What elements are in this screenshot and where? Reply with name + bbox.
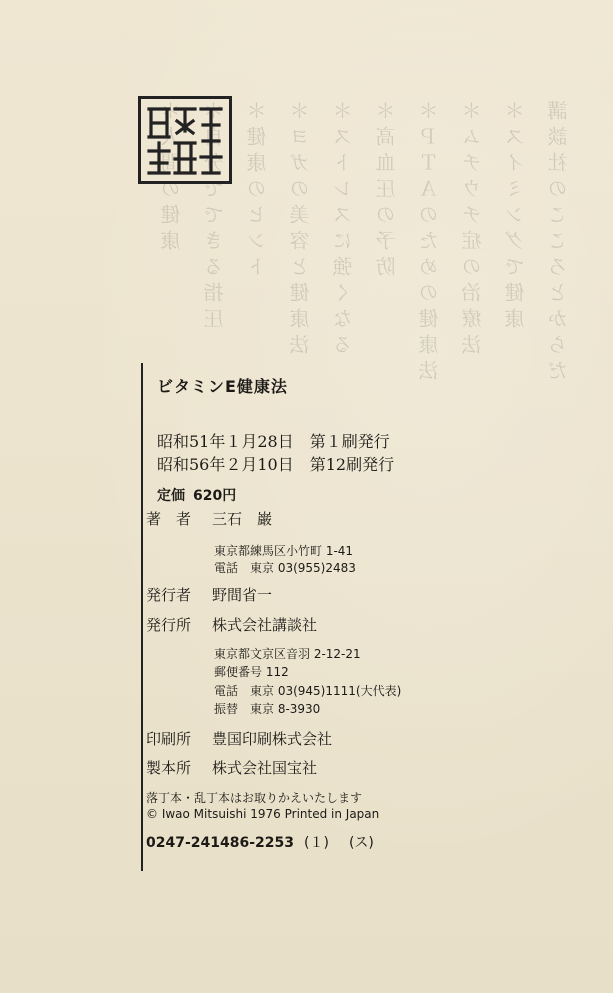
binder-label: 製本所 bbox=[146, 759, 192, 777]
publisher-transfer-label: 振替 bbox=[214, 702, 239, 716]
publisher-person-name: 野間省一 bbox=[212, 586, 273, 604]
publisher-postal: 郵便番号 112 bbox=[214, 665, 289, 679]
author-phone-label: 電話 bbox=[214, 561, 239, 575]
latest-print-date: 昭和56年２月10日 bbox=[157, 455, 294, 474]
code-tag: (ス) bbox=[348, 835, 374, 851]
publisher-phone-label: 電話 bbox=[214, 684, 239, 698]
copyright-line: © Iwao Mitsuishi 1976 Printed in Japan bbox=[146, 807, 380, 821]
binder-name: 株式会社国宝社 bbox=[212, 759, 318, 777]
bleed-through-text: 講談社のこころとからだ ＊スイミングで健康 ＊ムチウチ症の治療法 ＊ＰＴＡのための健康法 ＊高血圧の予防 ＊ストレスに強くなる ＊ヨガの美容と健康法 ＊健康のヒント ＊自分でできる指圧 ＊人間の健康 bbox=[160, 100, 571, 386]
author-address: 東京都練馬区小竹町 1-41 bbox=[214, 544, 354, 558]
publisher-transfer: 東京 8-3930 bbox=[250, 702, 321, 716]
latest-print-line bbox=[157, 452, 394, 475]
classification-code bbox=[146, 832, 374, 852]
publisher-name: 株式会社講談社 bbox=[212, 616, 318, 634]
book-title: ビタミンE健康法 bbox=[157, 377, 288, 396]
author-name: 三石 巌 bbox=[212, 510, 273, 528]
code-number: 0247-241486-2253 bbox=[146, 835, 294, 851]
publisher-phone: 東京 03(945)1111(大代表) bbox=[250, 684, 402, 698]
seal-mark-icon bbox=[145, 103, 225, 177]
defect-notice: 落丁本・乱丁本はお取りかえいたします bbox=[146, 791, 363, 805]
price-label: 定価 bbox=[157, 488, 185, 504]
first-print-edition: 第１刷発行 bbox=[309, 432, 390, 451]
author-phone-line bbox=[214, 559, 356, 576]
printer-name: 豊国印刷株式会社 bbox=[212, 730, 333, 748]
publisher-transfer-line bbox=[214, 700, 320, 717]
author-seal-stamp bbox=[138, 96, 232, 184]
first-print-line bbox=[157, 429, 390, 452]
author-phone: 東京 03(955)2483 bbox=[250, 561, 356, 575]
price-value: 620円 bbox=[193, 488, 237, 504]
first-print-date: 昭和51年１月28日 bbox=[157, 432, 294, 451]
printer-label: 印刷所 bbox=[146, 730, 192, 748]
price-line bbox=[157, 485, 236, 505]
latest-print-edition: 第12刷発行 bbox=[309, 455, 395, 474]
publisher-address: 東京都文京区音羽 2-12-21 bbox=[214, 647, 361, 661]
publisher-label: 発行所 bbox=[146, 616, 192, 634]
code-seq: (１) bbox=[304, 835, 329, 851]
author-label: 著 者 bbox=[146, 510, 192, 528]
publisher-person-label: 発行者 bbox=[146, 586, 192, 604]
publisher-phone-line bbox=[214, 682, 401, 699]
